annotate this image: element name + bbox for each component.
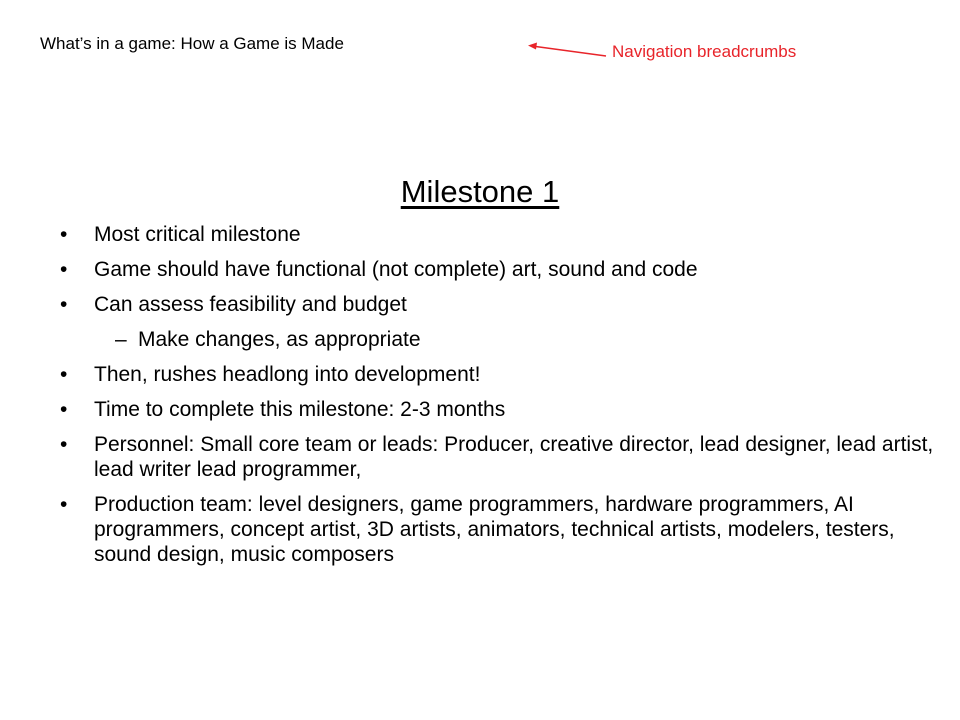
bullet-item: • Then, rushes headlong into development! — [60, 362, 940, 387]
bullet-item: • Can assess feasibility and budget — [60, 292, 940, 317]
bullet-item: • Personnel: Small core team or leads: Producer, creative director, lead designer, lead artist, lead writer lead programmer, — [60, 432, 940, 482]
annotation-arrow-line — [532, 46, 606, 56]
sub-bullet-item: – Make changes, as appropriate — [60, 327, 940, 352]
breadcrumb: What’s in a game: How a Game is Made — [40, 34, 344, 53]
annotation-label: Navigation breadcrumbs — [612, 42, 797, 61]
annotation-arrow-icon — [520, 36, 612, 62]
bullet-item: • Production team: level designers, game programmers, hardware programmers, AI programmers, concept artist, 3D artists, animators, technical artists, modelers, testers, sound design, music composers — [60, 492, 940, 567]
slide-title — [0, 174, 960, 210]
bullet-list — [60, 222, 940, 577]
annotation-arrowhead — [528, 43, 537, 50]
bullet-item: • Time to complete this milestone: 2-3 months — [60, 397, 940, 422]
slide-title-text: Milestone 1 — [400, 174, 560, 209]
bullet-item: • Most critical milestone — [60, 222, 940, 247]
bullet-item: • Game should have functional (not complete) art, sound and code — [60, 257, 940, 282]
